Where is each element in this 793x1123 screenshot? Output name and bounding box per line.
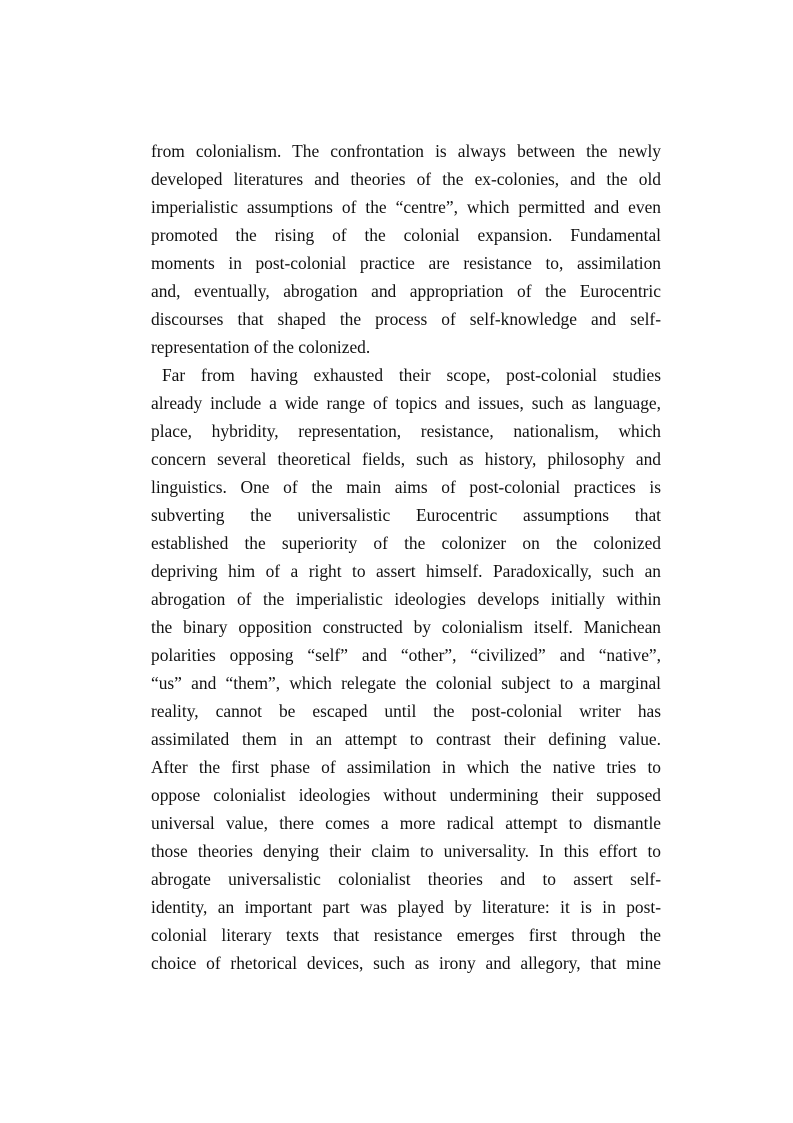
text-line: assimilated them in an attempt to contrast their defining value. — [151, 729, 661, 749]
text-line: place, hybridity, representation, resistance, nationalism, which — [151, 421, 661, 441]
text-line: polarities opposing “self” and “other”, “civilized” and “native”, — [151, 645, 661, 665]
text-line: developed literatures and theories of the ex-colonies, and the old — [151, 169, 661, 189]
text-line: oppose colonialist ideologies without undermining their supposed — [151, 785, 661, 805]
text-line: abrogation of the imperialistic ideologies develops initially within — [151, 589, 661, 609]
text-line: linguistics. One of the main aims of post-colonial practices is — [151, 477, 661, 497]
text-line: subverting the universalistic Eurocentric assumptions that — [151, 505, 661, 525]
text-line: and, eventually, abrogation and appropriation of the Eurocentric — [151, 281, 661, 301]
text-line: discourses that shaped the process of self-knowledge and self- — [151, 309, 661, 329]
text-line: reality, cannot be escaped until the post-colonial writer has — [151, 701, 661, 721]
text-line: colonial literary texts that resistance emerges first through the — [151, 925, 661, 945]
text-line: Far from having exhausted their scope, post-colonial studies — [162, 365, 661, 385]
text-line: depriving him of a right to assert himself. Paradoxically, such an — [151, 561, 661, 581]
text-line: After the first phase of assimilation in which the native tries to — [151, 757, 661, 777]
text-line: established the superiority of the colonizer on the colonized — [151, 533, 661, 553]
text-line: concern several theoretical fields, such as history, philosophy and — [151, 449, 661, 469]
text-line: “us” and “them”, which relegate the colonial subject to a marginal — [151, 673, 661, 693]
text-line: the binary opposition constructed by colonialism itself. Manichean — [151, 617, 661, 637]
text-line: promoted the rising of the colonial expansion. Fundamental — [151, 225, 661, 245]
text-line: abrogate universalistic colonialist theories and to assert self- — [151, 869, 661, 889]
text-line: representation of the colonized. — [151, 337, 371, 357]
text-line: those theories denying their claim to universality. In this effort to — [151, 841, 661, 861]
text-line: imperialistic assumptions of the “centre”, which permitted and even — [151, 197, 661, 217]
body-text — [151, 137, 661, 977]
text-line: from colonialism. The confrontation is always between the newly — [151, 141, 661, 161]
text-line: already include a wide range of topics and issues, such as language, — [151, 393, 661, 413]
paragraph-1 — [151, 137, 661, 361]
text-line: choice of rhetorical devices, such as irony and allegory, that mine — [151, 953, 661, 973]
text-line: universal value, there comes a more radical attempt to dismantle — [151, 813, 661, 833]
text-line: identity, an important part was played by literature: it is in post- — [151, 897, 661, 917]
text-line: moments in post-colonial practice are resistance to, assimilation — [151, 253, 661, 273]
paragraph-2 — [151, 361, 661, 977]
